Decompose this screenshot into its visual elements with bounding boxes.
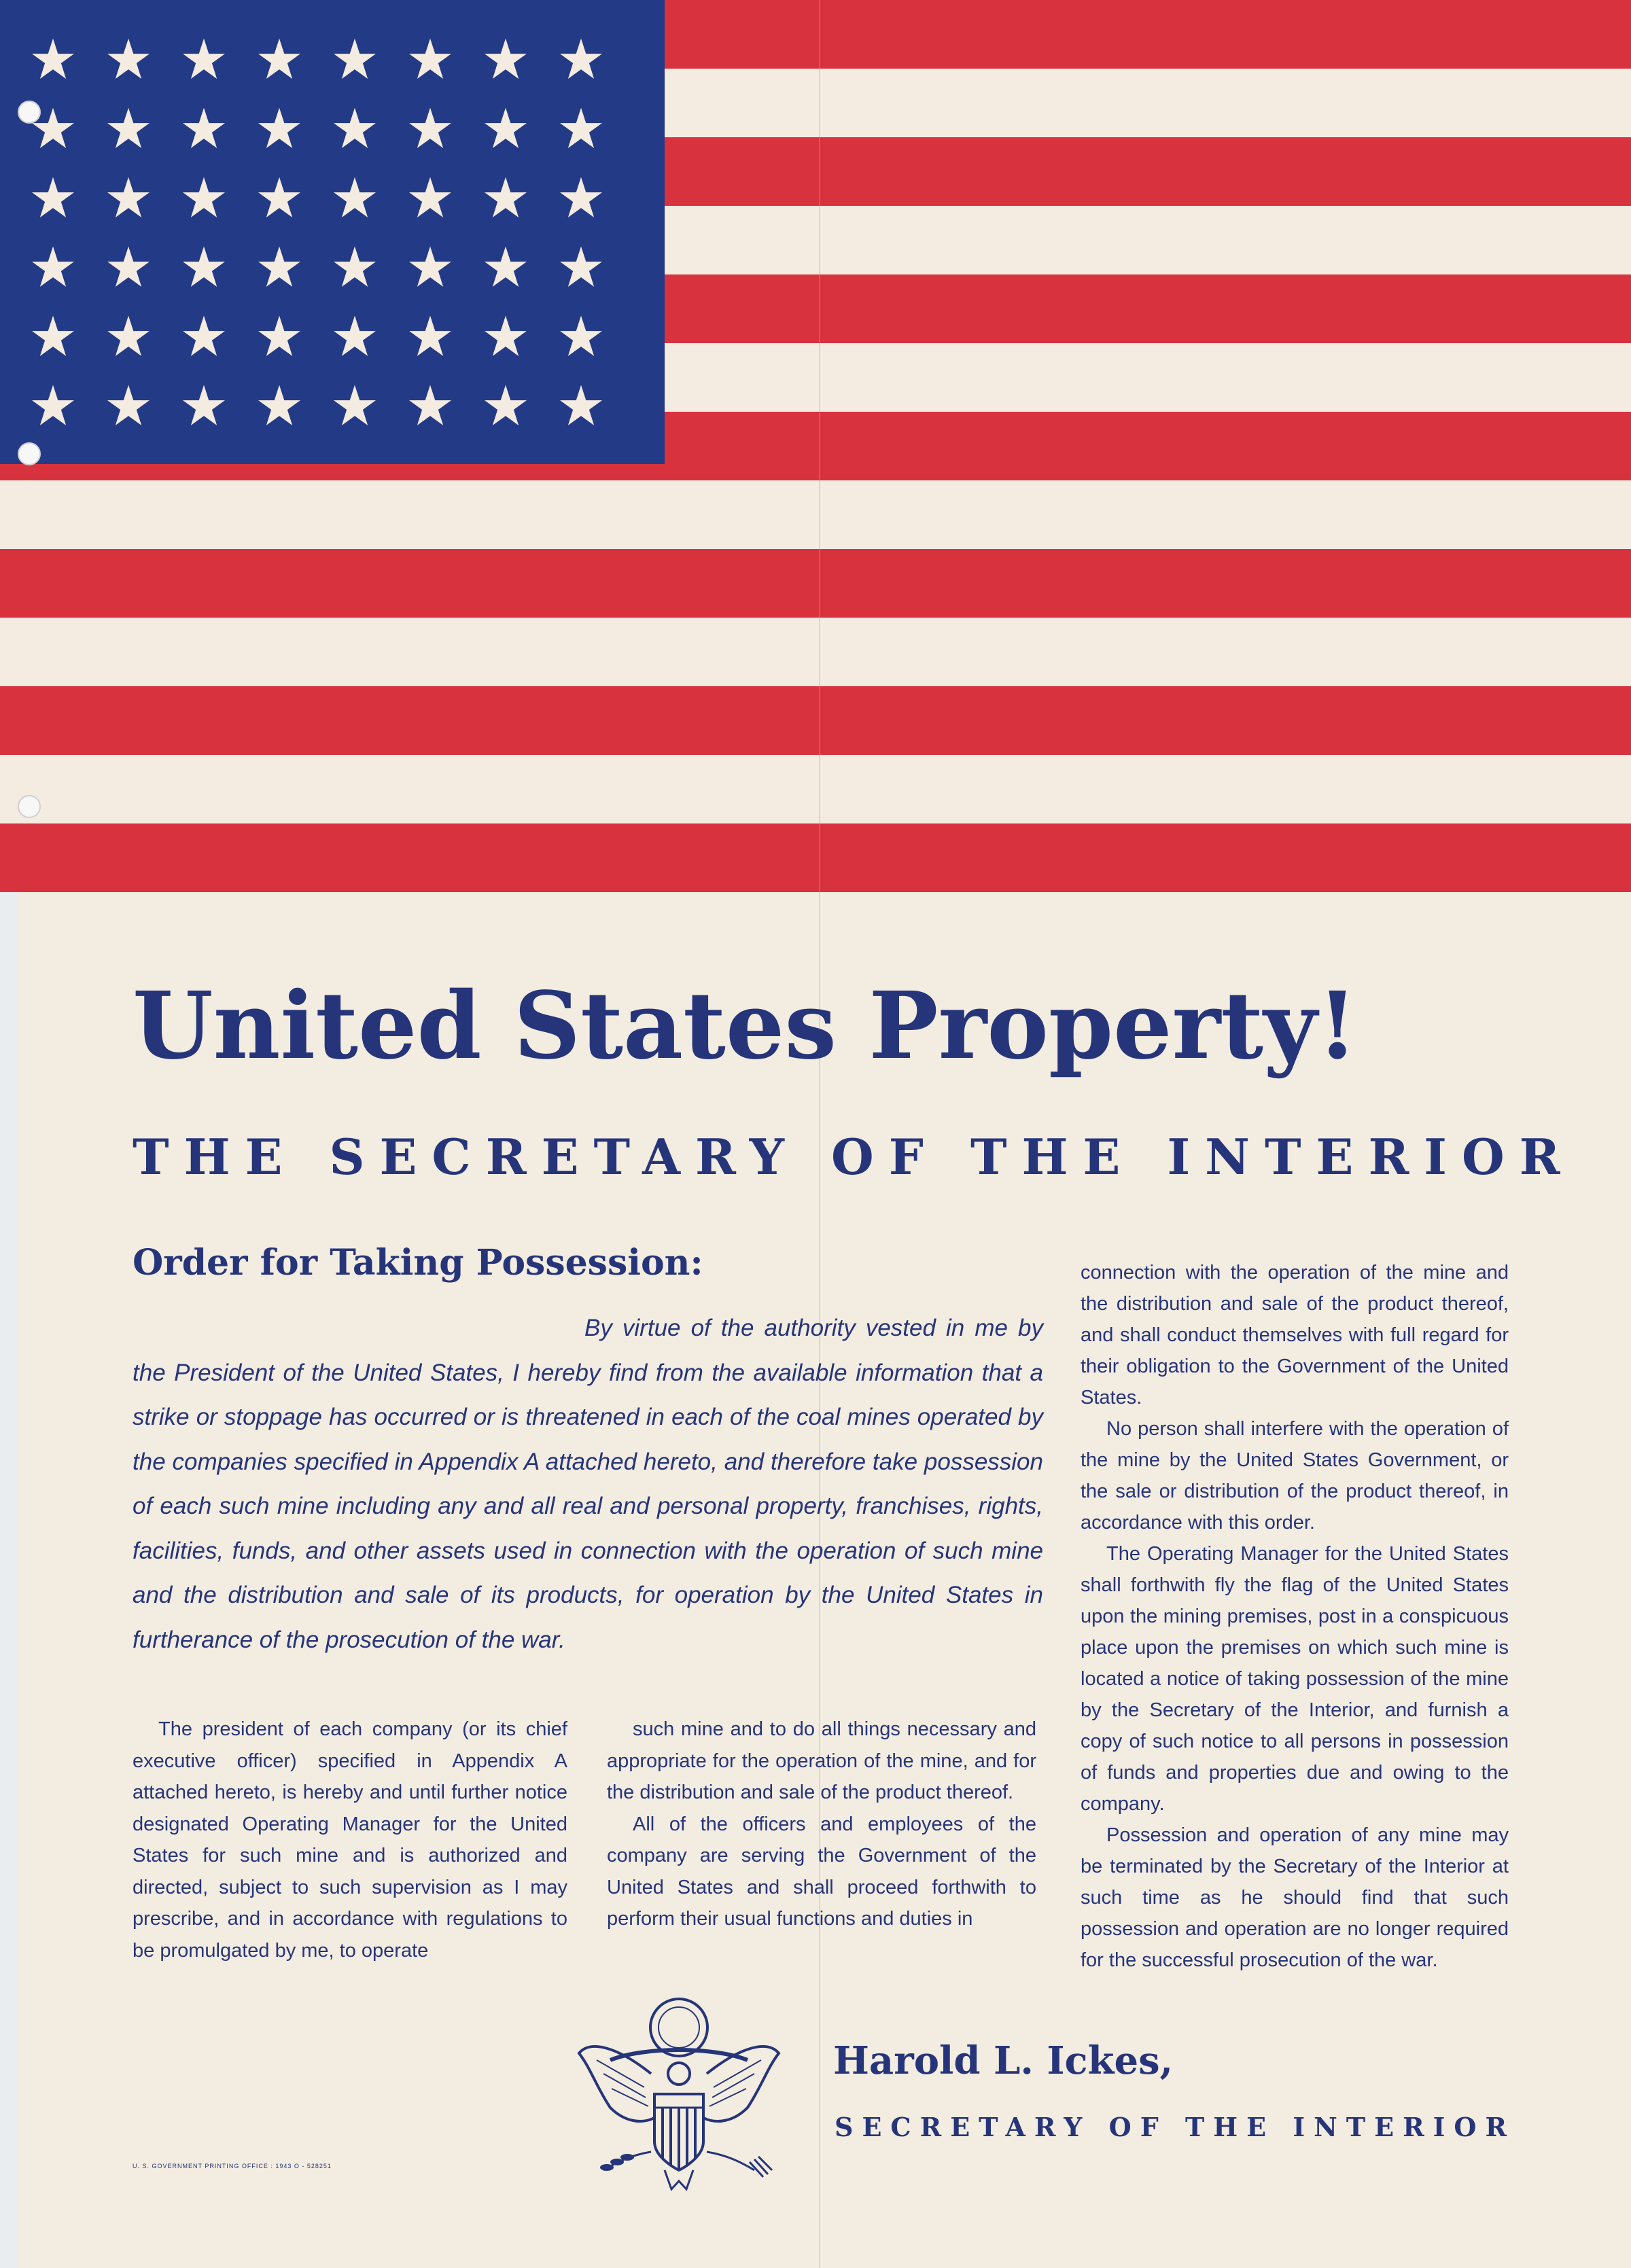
star-icon xyxy=(181,245,226,289)
flag-stripe-red xyxy=(0,549,1631,618)
punch-hole xyxy=(18,101,41,124)
star-icon xyxy=(181,175,226,220)
star-icon xyxy=(106,314,151,359)
star-icon xyxy=(106,245,151,289)
flag-stripe-red xyxy=(0,823,1631,892)
star-icon xyxy=(257,383,302,428)
star-icon xyxy=(31,383,75,428)
star-icon xyxy=(559,383,603,428)
star-icon xyxy=(257,314,302,359)
flag-stripe-white xyxy=(0,618,1631,686)
star-icon xyxy=(332,245,377,289)
order-paragraph: No person shall interfere with the operation of the mine by the United States Government, or the sale or distribution of the product thereof, in accordance with this order. xyxy=(1081,1418,1509,1534)
order-heading: Order for Taking Possession: xyxy=(133,1242,703,1283)
order-lead-paragraph: By virtue of the authority vested in me by the President of the United States, I hereby find from the available information that a strike or stoppage has occurred or is threatened in each of the coal mines operated by the companies specified in Appendix A attached hereto, and therefore take possession of each such mine including any and all real and personal property, franchises, rights, facilities, funds, and other assets used in connection with the operation of such mine and the distribution and sale of its products, for operation by the United States in furtherance of the prosecution of the war. xyxy=(133,1315,1043,1653)
order-paragraph: The president of each company (or its chief executive officer) specified in Appendix A attached hereto, is hereby and until further notice designated Operating Manager for the United States for such mine and is authorized and directed, subject to such supervision as I may prescribe, and in accordance with regulations to be promulgated by me, to operate xyxy=(133,1718,567,1962)
star-icon xyxy=(559,245,603,289)
us-flag-icon xyxy=(0,0,1631,893)
flag-canton xyxy=(0,0,665,464)
star-icon xyxy=(408,37,453,82)
order-paragraph: Possession and operation of any mine may be terminated by the Secretary of the Interior at such time as he should find that such possession and operation are no longer required for the successful prosecution of the war. xyxy=(1081,1824,1509,1971)
poster-title: United States Property! xyxy=(133,972,1358,1080)
printer-line: U. S. GOVERNMENT PRINTING OFFICE : 1943 O - 528251 xyxy=(133,2163,332,2169)
star-icon xyxy=(257,245,302,289)
star-icon xyxy=(181,106,226,151)
star-icon xyxy=(559,37,603,82)
poster-subtitle: THE SECRETARY OF THE INTERIOR xyxy=(133,1128,1575,1186)
star-icon xyxy=(483,314,528,359)
flag-stripe-white xyxy=(0,755,1631,823)
star-icon xyxy=(106,106,151,151)
star-icon xyxy=(483,37,528,82)
order-column-1 xyxy=(133,1714,567,1966)
star-icon xyxy=(106,37,151,82)
star-icon xyxy=(31,245,75,289)
star-icon xyxy=(408,106,453,151)
star-icon xyxy=(31,314,75,359)
star-icon xyxy=(408,175,453,220)
star-icon xyxy=(332,383,377,428)
star-icon xyxy=(257,106,302,151)
punch-hole xyxy=(18,795,41,818)
star-icon xyxy=(106,175,151,220)
star-icon xyxy=(483,245,528,289)
signature-name: Harold L. Ickes, xyxy=(833,2038,1174,2083)
star-icon xyxy=(332,37,377,82)
star-icon xyxy=(106,383,151,428)
eagle-seal-icon xyxy=(569,1992,788,2196)
star-icon xyxy=(31,37,75,82)
order-paragraph: All of the officers and employees of the company are serving the Government of the United States and shall proceed forthwith to perform their usual functions and duties in xyxy=(607,1813,1036,1930)
star-icon xyxy=(408,383,453,428)
flag-stripe-red xyxy=(0,686,1631,755)
order-paragraph: connection with the operation of the mine and the distribution and sale of the product thereof, and shall conduct themselves with full regard for their obligation to the Government of the United States. xyxy=(1081,1262,1509,1408)
order-column-3 xyxy=(1081,1257,1509,1976)
flag-stripe-white xyxy=(0,480,1631,549)
star-icon xyxy=(31,175,75,220)
star-icon xyxy=(408,314,453,359)
star-icon xyxy=(483,106,528,151)
order-column-2 xyxy=(607,1714,1036,1935)
signature-title: SECRETARY OF THE INTERIOR xyxy=(835,2112,1516,2142)
star-icon xyxy=(559,314,603,359)
star-icon xyxy=(257,175,302,220)
star-icon xyxy=(332,106,377,151)
star-icon xyxy=(559,175,603,220)
star-icon xyxy=(408,245,453,289)
star-icon xyxy=(483,383,528,428)
order-paragraph: such mine and to do all things necessary and appropriate for the operation of the mine, and for the distribution and sale of the product thereof. xyxy=(607,1718,1036,1803)
star-icon xyxy=(559,106,603,151)
star-icon xyxy=(181,383,226,428)
star-icon xyxy=(332,314,377,359)
star-icon xyxy=(257,37,302,82)
star-icon xyxy=(483,175,528,220)
star-icon xyxy=(181,37,226,82)
punch-hole xyxy=(18,442,41,465)
scan-margin xyxy=(0,890,18,2268)
star-icon xyxy=(332,175,377,220)
star-icon xyxy=(181,314,226,359)
order-paragraph: The Operating Manager for the United States shall forthwith fly the flag of the United States upon the mining premises, post in a conspicuous place upon the premises on which such mine is located a notice of taking possession of the mine by the Secretary of the Interior, and furnish a copy of such notice to all persons in possession of funds and properties due and owing to the company. xyxy=(1081,1543,1509,1815)
